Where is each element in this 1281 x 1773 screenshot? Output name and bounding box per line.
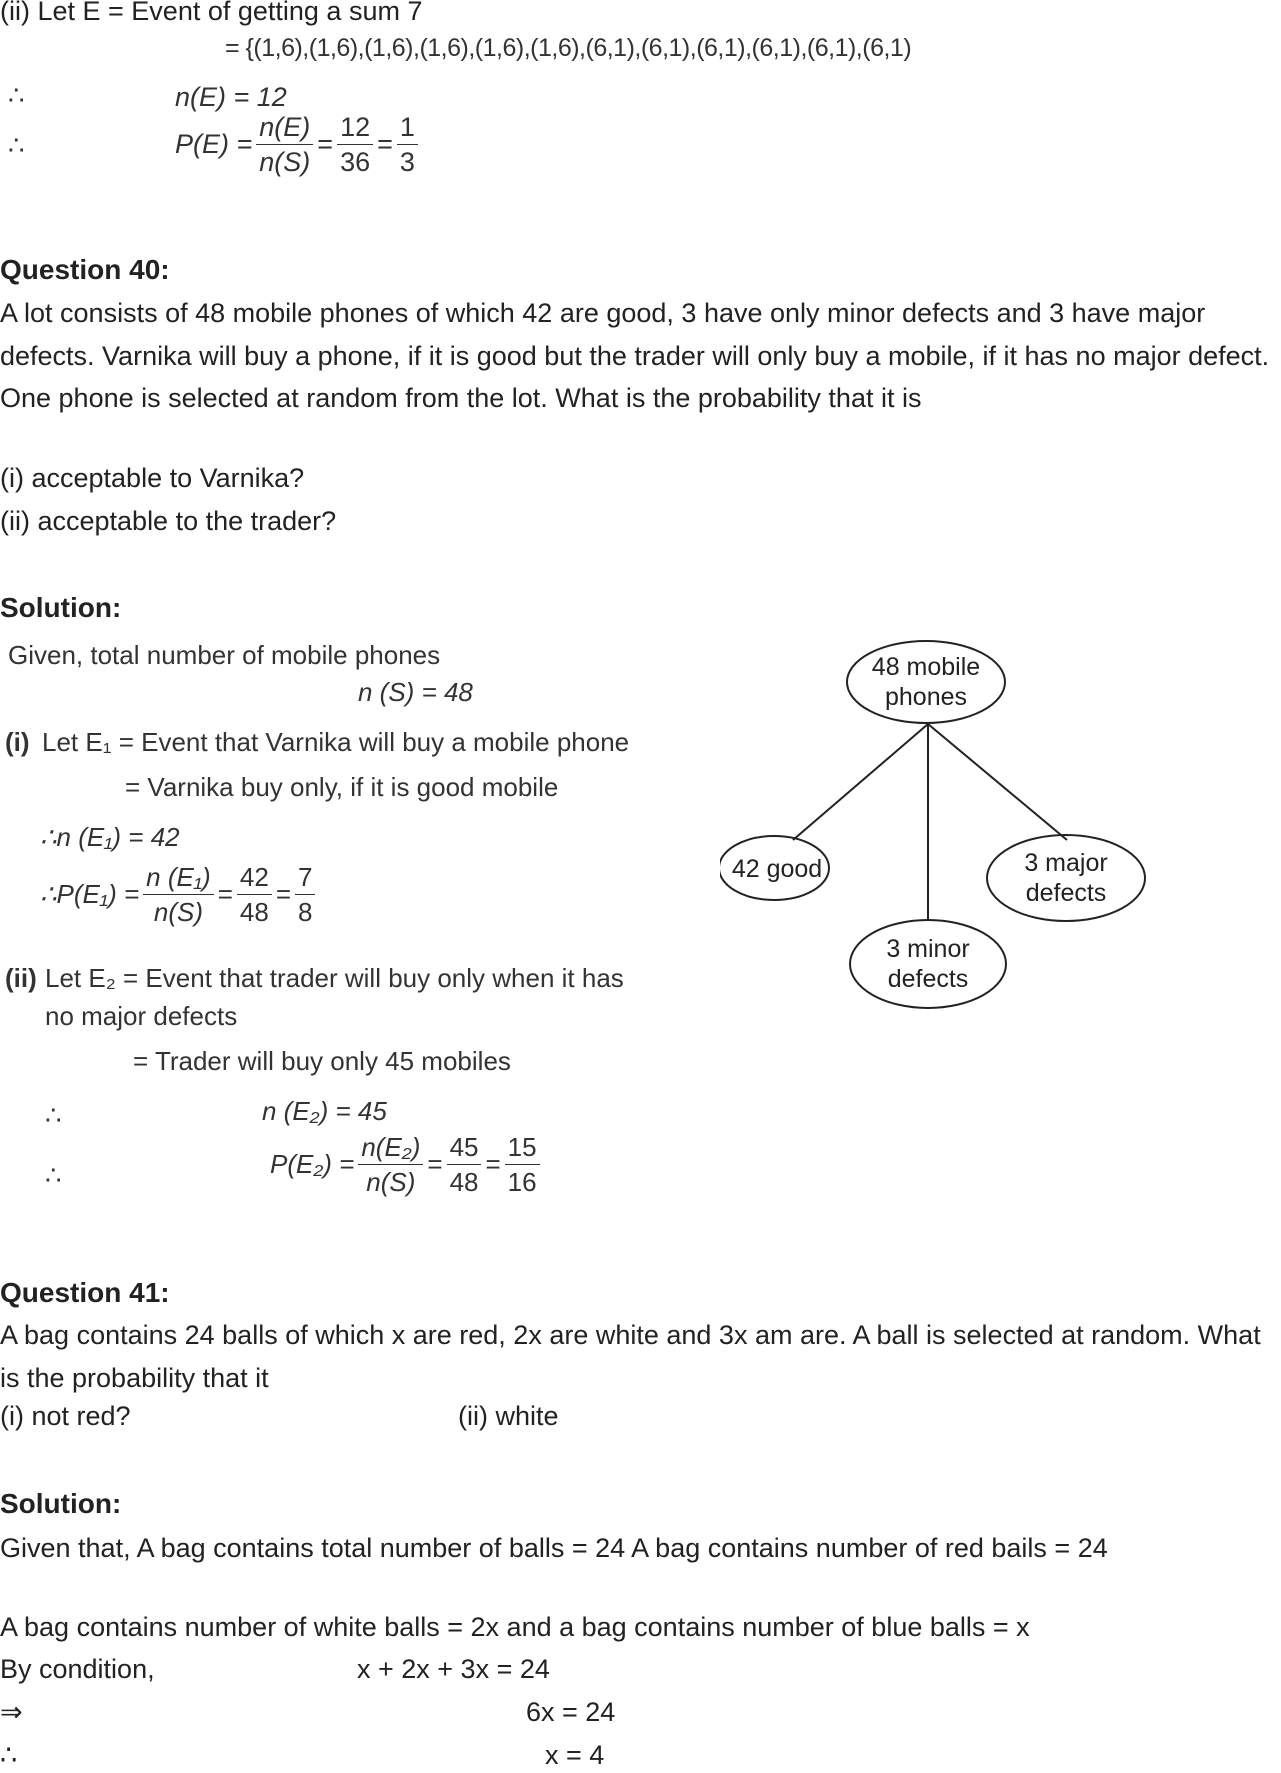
part-i-count: ∴n (E₁) = 42 — [40, 822, 180, 852]
sample-space-count: n (S) = 48 — [358, 677, 473, 707]
fraction — [397, 110, 418, 179]
denominator: 48 — [239, 897, 269, 927]
root-label-2: phones — [884, 683, 968, 711]
fraction — [143, 860, 214, 929]
good-label: 42 good — [731, 855, 823, 883]
fraction — [337, 110, 373, 179]
therefore-symbol: ∴ — [45, 1160, 62, 1190]
denominator: n(S) — [366, 1167, 416, 1197]
part-i-probability — [40, 860, 319, 929]
count-nE: n(E) = 12 — [175, 82, 287, 112]
fraction — [358, 1130, 423, 1199]
question-40-text: A lot consists of 48 mobile phones of which 42 are good, 3 have only minor defects and 3 have major defects. Varnika will buy a phone, if it is good but the trader will only buy a mobile, if it has no major defect. One phone is selected at random from the lot. What is the probability that it is — [0, 298, 1270, 413]
question-41-part-ii: (ii) white — [458, 1401, 559, 1431]
part-ii-label: (ii) — [5, 963, 37, 993]
solution-40-heading: Solution: — [0, 592, 122, 623]
prev-part-heading: (ii) Let E = Event of getting a sum 7 — [0, 0, 423, 26]
equals: = — [317, 129, 334, 159]
numerator: n(E₂) — [358, 1130, 423, 1165]
equation-3: x = 4 — [545, 1740, 605, 1770]
part-ii-probability — [270, 1130, 544, 1199]
therefore-symbol: ∴ — [0, 1740, 18, 1770]
equation-2: 6x = 24 — [526, 1697, 616, 1727]
probability-PE — [175, 110, 422, 179]
fraction — [295, 860, 315, 929]
therefore-symbol: ∴ — [8, 130, 25, 160]
equals: = — [485, 1149, 501, 1179]
pe2-lhs: P(E₂) = — [270, 1149, 355, 1179]
equals: = — [217, 879, 233, 909]
denominator: 16 — [507, 1167, 537, 1197]
branch-major — [928, 724, 1067, 840]
question-40-part-ii: (ii) acceptable to the trader? — [0, 506, 337, 536]
by-condition: By condition, — [0, 1654, 155, 1684]
given-total: Given, total number of mobile phones — [8, 640, 441, 670]
denominator: 8 — [298, 897, 313, 927]
major-node — [987, 835, 1145, 921]
fraction — [256, 110, 313, 179]
fraction — [505, 1130, 540, 1199]
numerator: n (E₁) — [143, 860, 214, 895]
mobile-phones-tree-diagram — [720, 635, 1160, 1015]
major-label-1: 3 major — [1024, 849, 1108, 877]
therefore-symbol: ∴ — [45, 1100, 62, 1130]
part-ii-event-cont: no major defects — [45, 1001, 238, 1031]
therefore-symbol: ∴ — [8, 80, 25, 110]
denominator: 36 — [340, 147, 371, 177]
event-set: = {(1,6),(1,6),(1,6),(1,6),(1,6),(1,6),(6,1),(6,1),(6,1),(6,1),(6,1),(6,1) — [225, 34, 912, 62]
question-40-part-i: (i) acceptable to Varnika? — [0, 463, 305, 493]
part-i-label: (i) — [5, 727, 30, 757]
pe-lhs: P(E) = — [175, 129, 253, 159]
minor-label-1: 3 minor — [886, 935, 970, 963]
implies-symbol: ⇒ — [0, 1697, 23, 1727]
part-ii-count: n (E₂) = 45 — [262, 1096, 387, 1126]
numerator: 42 — [237, 860, 272, 895]
branch-good — [793, 724, 928, 840]
question-41-text: A bag contains 24 balls of which x are red, 2x are white and 3x am are. A ball is selected at random. What is the probability that it — [0, 1320, 1261, 1393]
numerator: 12 — [337, 110, 373, 145]
fraction — [447, 1130, 482, 1199]
part-i-event: Let E₁ = Event that Varnika will buy a mobile phone — [42, 727, 630, 757]
numerator: 45 — [447, 1130, 482, 1165]
solution-41-heading: Solution: — [0, 1488, 122, 1519]
part-ii-event: Let E₂ = Event that trader will buy only when it has — [45, 963, 624, 993]
denominator: n(S) — [153, 897, 203, 927]
solution-41-line2: A bag contains number of white balls = 2x and a bag contains number of blue balls = x — [0, 1612, 1030, 1642]
root-label-1: 48 mobile — [871, 653, 981, 681]
major-label-2: defects — [1025, 879, 1107, 907]
numerator: 15 — [505, 1130, 540, 1165]
denominator: 3 — [399, 147, 415, 177]
fraction — [237, 860, 272, 929]
denominator: n(S) — [259, 147, 311, 177]
equals: = — [427, 1149, 443, 1179]
numerator: 7 — [295, 860, 315, 895]
equals: = — [377, 129, 393, 159]
solution-41-line1: Given that, A bag contains total number of balls = 24 A bag contains number of red bails = 24 — [0, 1533, 1108, 1563]
question-41-part-i: (i) not red? — [0, 1401, 131, 1431]
equals: = — [275, 879, 291, 909]
equation-1: x + 2x + 3x = 24 — [357, 1654, 550, 1684]
pe1-lhs: ∴P(E₁) = — [40, 879, 140, 909]
minor-node — [850, 920, 1006, 1008]
part-i-condition: = Varnika buy only, if it is good mobile — [125, 772, 559, 802]
minor-label-2: defects — [887, 965, 969, 993]
question-41-heading: Question 41: — [0, 1277, 170, 1308]
numerator: n(E) — [256, 110, 313, 145]
question-40-heading: Question 40: — [0, 254, 170, 285]
part-ii-condition: = Trader will buy only 45 mobiles — [133, 1046, 511, 1076]
denominator: 48 — [449, 1167, 479, 1197]
numerator: 1 — [397, 110, 418, 145]
